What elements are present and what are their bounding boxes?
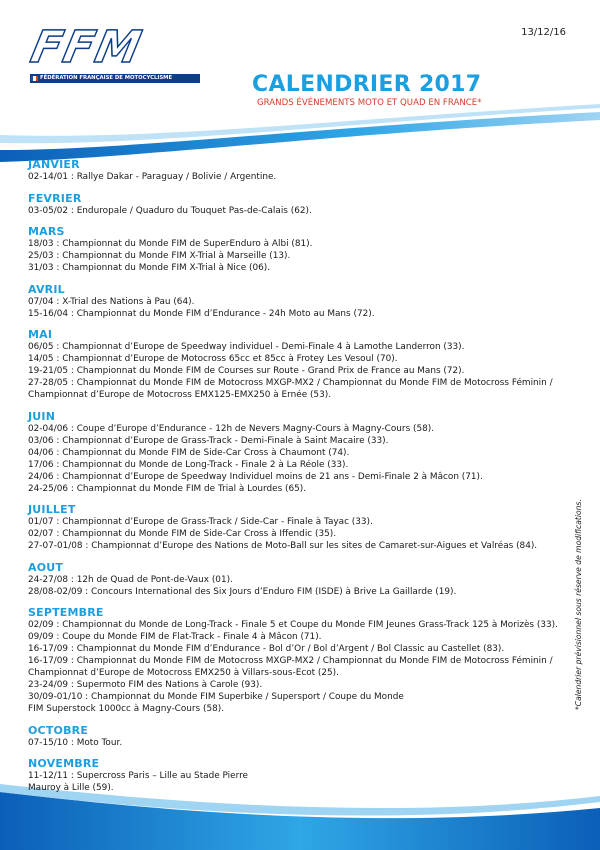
month-heading: AOUT [28, 560, 64, 574]
month-heading: NOVEMBRE [28, 757, 100, 770]
page-subtitle: GRANDS ÉVÉNEMENTS MOTO ET QUAD EN FRANCE* [257, 98, 482, 108]
event-entry: FIM Superstock 1000cc à Magny-Cours (58). [28, 704, 225, 714]
event-entry: 09/09 : Coupe du Monde FIM de Flat-Track - Finale 4 à Mâcon (71). [28, 632, 322, 642]
month-section-juin [28, 410, 568, 495]
event-entry: Championnat d’Europe de Motocross EMX250 à Villars-sous-Ecot (25). [28, 668, 339, 678]
page-title: CALENDRIER 2017 [252, 72, 482, 97]
event-entry: 30/09-01/10 : Championnat du Monde FIM Superbike / Supersport / Coupe du Monde [28, 692, 404, 702]
event-entry: 01/07 : Championnat d’Europe de Grass-Track / Side-Car - Finale à Tayac (33). [28, 517, 373, 527]
ffm-logo: FFM [26, 22, 148, 73]
event-entry: 06/05 : Championnat d’Europe de Speedway individuel - Demi-Finale 4 à Lamothe Landerron (33). [28, 342, 465, 352]
month-heading: JANVIER [28, 158, 80, 171]
month-heading: MAI [28, 328, 53, 341]
event-entry: 04/06 : Championnat du Monde FIM de Side-Car Cross à Chaumont (74). [28, 447, 350, 458]
event-entry: 02/09 : Championnat du Monde de Long-Track - Finale 5 et Coupe du Monde FIM Jeunes Grass-Track 125 à Morizès (33). [28, 620, 558, 630]
month-heading: FEVRIER [28, 191, 82, 205]
month-heading: MARS [28, 225, 65, 238]
event-entry: 27-07-01/08 : Championnat d’Europe des Nations de Moto-Ball sur les sites de Camaret-sur-Aigues et Valréas (84). [28, 541, 538, 551]
month-heading: OCTOBRE [28, 723, 89, 737]
event-entry: 11-12/11 : Supercross Paris – Lille au Stade Pierre [28, 771, 249, 781]
event-entry: 25/03 : Championnat du Monde FIM X-Trial à Marseille (13). [28, 251, 291, 261]
event-entry: 19-21/05 : Championnat du Monde FIM de Courses sur Route - Grand Prix de France au Mans (72). [28, 366, 465, 376]
month-section-mai [28, 328, 568, 401]
event-entry: 24-25/06 : Championnat du Monde FIM de Trial à Lourdes (65). [28, 483, 307, 494]
event-entry: 16-17/09 : Championnat du Monde FIM d’Endurance - Bol d’Or / Bol d’Argent / Bol Classic au Castellet (83). [28, 644, 505, 654]
month-section-octobre [28, 724, 568, 749]
event-entry: 03-05/02 : Enduropale / Quaduro du Touquet Pas-de-Calais (62). [28, 205, 312, 216]
disclaimer-note: *Calendrier prévisionnel sous réserve de modifications. [574, 499, 583, 710]
logo-subtitle: FÉDÉRATION FRANÇAISE DE MOTOCYCLISME [30, 74, 200, 83]
event-entry: 03/06 : Championnat d’Europe de Grass-Track - Demi-Finale à Saint Macaire (33). [28, 435, 389, 446]
month-heading: JUILLET [28, 503, 76, 516]
month-section-janvier [28, 158, 568, 183]
event-entry: 02-14/01 : Rallye Dakar - Paraguay / Bolivie / Argentine. [28, 172, 277, 182]
month-section-juillet [28, 503, 568, 552]
event-entry: 15-16/04 : Championnat du Monde FIM d’Endurance - 24h Moto au Mans (72). [28, 308, 375, 319]
calendar-list [28, 158, 568, 803]
event-entry: 07/04 : X-Trial des Nations à Pau (64). [28, 296, 195, 307]
event-entry: Championnat d’Europe de Motocross EMX125-EMX250 à Ernée (53). [28, 390, 332, 400]
event-entry: 18/03 : Championnat du Monde FIM de SuperEnduro à Albi (81). [28, 239, 313, 249]
month-heading: JUIN [28, 409, 56, 423]
month-section-fevrier [28, 192, 568, 217]
month-section-septembre [28, 606, 568, 715]
event-entry: 27-28/05 : Championnat du Monde FIM de Motocross MXGP-MX2 / Championnat du Monde FIM de Motocross Féminin / [28, 378, 553, 388]
month-section-avril [28, 283, 568, 320]
event-entry: 28/08-02/09 : Concours International des Six Jours d’Enduro FIM (ISDE) à Brive La Gaillarde (19). [28, 586, 457, 597]
event-entry: 07-15/10 : Moto Tour. [28, 737, 123, 748]
month-heading: AVRIL [28, 282, 65, 296]
month-section-aout [28, 561, 568, 598]
event-entry: 23-24/09 : Supermoto FIM des Nations à Carole (93). [28, 680, 263, 690]
month-section-novembre [28, 757, 568, 794]
event-entry: 02-04/06 : Coupe d’Europe d’Endurance - 12h de Nevers Magny-Cours à Magny-Cours (58). [28, 423, 435, 434]
event-entry: 24/06 : Championnat d’Europe de Speedway Individuel moins de 21 ans - Demi-Finale 2 à Mâcon (71). [28, 471, 483, 482]
french-flag-icon [31, 76, 38, 81]
event-entry: 24-27/08 : 12h de Quad de Pont-de-Vaux (01). [28, 574, 233, 585]
event-entry: 17/06 : Championnat du Monde de Long-Track - Finale 2 à La Réole (33). [28, 459, 349, 470]
event-entry: Mauroy à Lille (59). [28, 783, 114, 793]
event-entry: 02/07 : Championnat du Monde FIM de Side-Car Cross à Iffendic (35). [28, 529, 337, 539]
document-date: 13/12/16 [521, 27, 566, 38]
event-entry: 31/03 : Championnat du Monde FIM X-Trial à Nice (06). [28, 263, 271, 273]
event-entry: 14/05 : Championnat d’Europe de Motocross 65cc et 85cc à Frotey Les Vesoul (70). [28, 354, 398, 364]
month-heading: SEPTEMBRE [28, 606, 104, 619]
month-section-mars [28, 225, 568, 274]
event-entry: 16-17/09 : Championnat du Monde FIM de Motocross MXGP-MX2 / Championnat du Monde FIM de Motocross Féminin / [28, 656, 553, 666]
